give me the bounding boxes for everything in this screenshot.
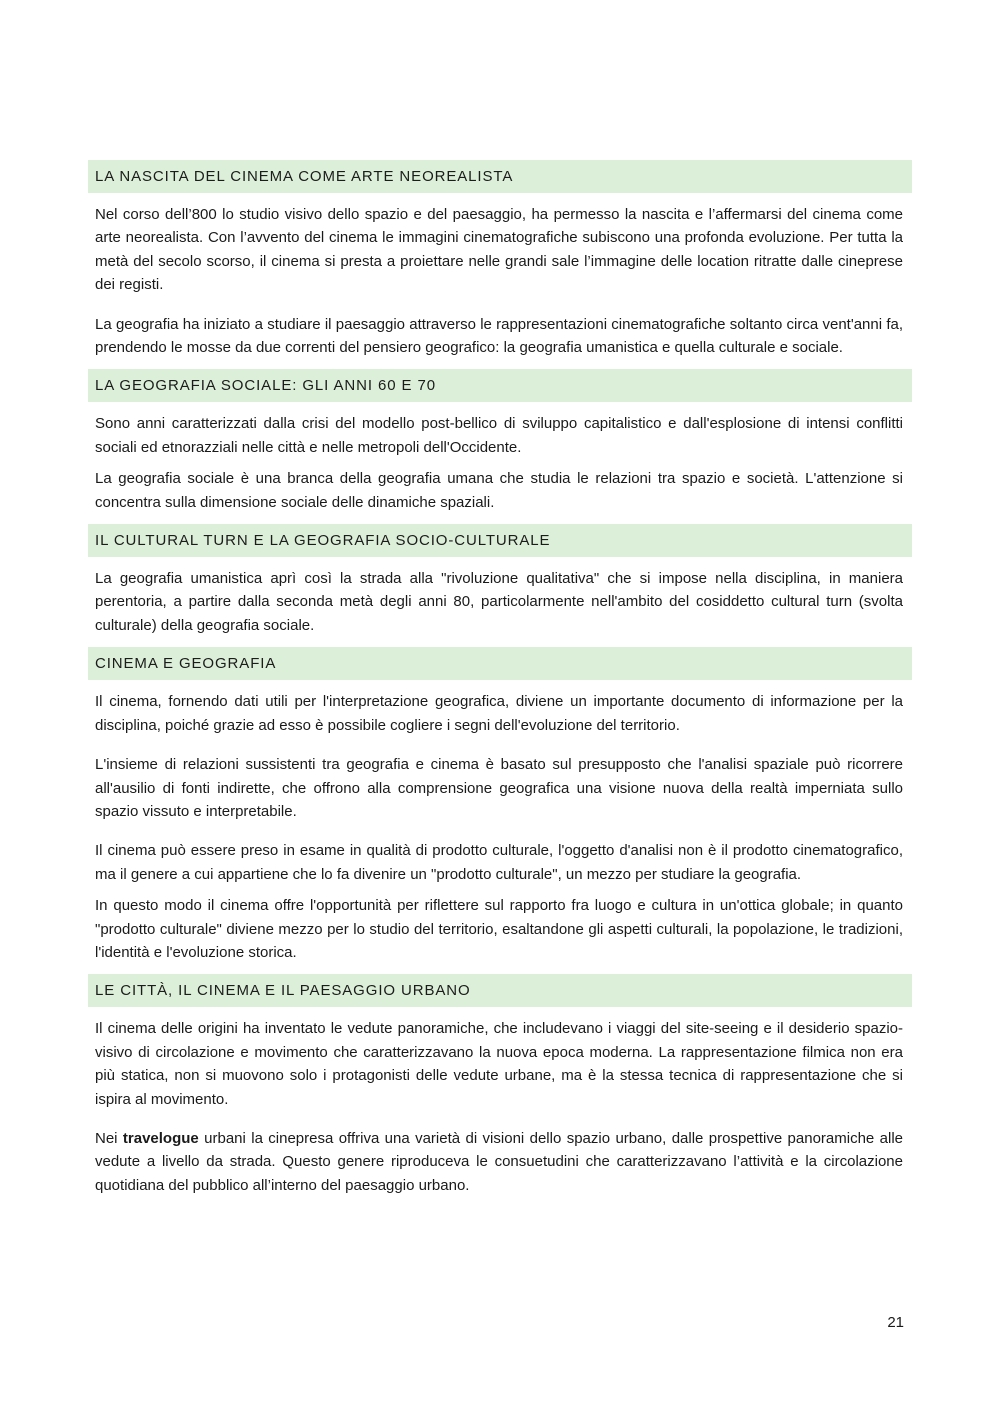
- section-heading: LE CITTÀ, IL CINEMA E IL PAESAGGIO URBANO: [88, 974, 912, 1007]
- paragraph: La geografia ha iniziato a studiare il paesaggio attraverso le rappresentazioni cinematografiche soltanto circa vent'anni fa, prendendo le mosse da due correnti del pensiero geografico: la geografia umanistica e quella culturale e sociale.: [95, 315, 903, 357]
- paragraph: Sono anni caratterizzati dalla crisi del modello post-bellico di sviluppo capitalistico e dall'esplosione di intensi conflitti sociali ed etnorazziali nelle città e nelle metropoli dell'Occidente.: [95, 415, 903, 456]
- paragraph: Nel corso dell’800 lo studio visivo dello spazio e del paesaggio, ha permesso la nascita e l’affermarsi del cinema come arte neorealista. Con l’avvento del cinema le immagini cinematografiche subiscono una profonda evoluzione. Per tutta la metà del secolo scorso, il cinema si presta a proiettare nelle grandi sale l’immagine delle location ritratte dalle cineprese dei registi.: [95, 206, 903, 294]
- document-body: [88, 160, 912, 1197]
- paragraph: La geografia sociale è una branca della geografia umana che studia le relazioni tra spazio e società. L'attenzione si concentra sulla dimensione sociale delle dinamiche spaziali.: [95, 470, 903, 511]
- paragraph-suffix: urbani la cinepresa offriva una varietà di visioni dello spazio urbano, dalle prospettive panoramiche alle vedute a livello da strada. Questo genere riproduceva le consuetudini che caratterizzavano l’attività e la circolazione quotidiana del pubblico all’interno del paesaggio urbano.: [95, 1129, 903, 1194]
- paragraph: Il cinema delle origini ha inventato le vedute panoramiche, che includevano i viaggi del site-seeing e il desiderio spazio-visivo di circolazione e movimento che caratterizzavano la nuova epoca moderna. La rappresentazione filmica non era più statica, non si muovono solo i protagonisti delle vedute urbane, ma è la stessa tecnica di rappresentazione che si ispira al movimento.: [95, 1020, 903, 1108]
- paragraph: L'insieme di relazioni sussistenti tra geografia e cinema è basato sul presupposto che l'analisi spaziale può ricorrere all'ausilio di fonti indirette, che offrono alla comprensione geografica una visione nuova della realtà imperniata sullo spazio vissuto e interpretabile.: [95, 756, 903, 820]
- page-number: 21: [887, 1314, 904, 1331]
- section-heading: LA GEOGRAFIA SOCIALE: GLI ANNI 60 E 70: [88, 369, 912, 402]
- paragraph: In questo modo il cinema offre l'opportunità per riflettere sul rapporto fra luogo e cultura in un'ottica globale; in quanto "prodotto culturale" diviene mezzo per lo studio del territorio, esaltandone gli aspetti culturali, la popolazione, le tradizioni, l'identità e l'evoluzione storica.: [95, 897, 903, 961]
- paragraph-prefix: Nei: [95, 1129, 123, 1147]
- paragraph: Il cinema può essere preso in esame in qualità di prodotto culturale, l'oggetto d'analisi non è il prodotto cinematografico, ma il genere a cui appartiene che lo fa divenire un "prodotto culturale", un mezzo per studiare la geografia.: [95, 842, 903, 883]
- paragraph: La geografia umanistica aprì così la strada alla "rivoluzione qualitativa" che si impose nella disciplina, in maniera perentoria, a partire dalla seconda metà degli anni 80, particolarmente nell'ambito del cosiddetto cultural turn (svolta culturale) della geografia sociale.: [95, 570, 903, 634]
- paragraph-travelogue: [95, 1127, 903, 1197]
- section-heading: LA NASCITA DEL CINEMA COME ARTE NEOREALISTA: [88, 160, 912, 193]
- section-heading: CINEMA E GEOGRAFIA: [88, 647, 912, 680]
- bold-term-travelogue: travelogue: [122, 1129, 199, 1147]
- paragraph: Il cinema, fornendo dati utili per l'interpretazione geografica, diviene un importante documento di informazione per la disciplina, poiché grazie ad esso è possibile cogliere i segni dell'evoluzione del territorio.: [95, 693, 903, 734]
- section-heading: IL CULTURAL TURN E LA GEOGRAFIA SOCIO-CULTURALE: [88, 524, 912, 557]
